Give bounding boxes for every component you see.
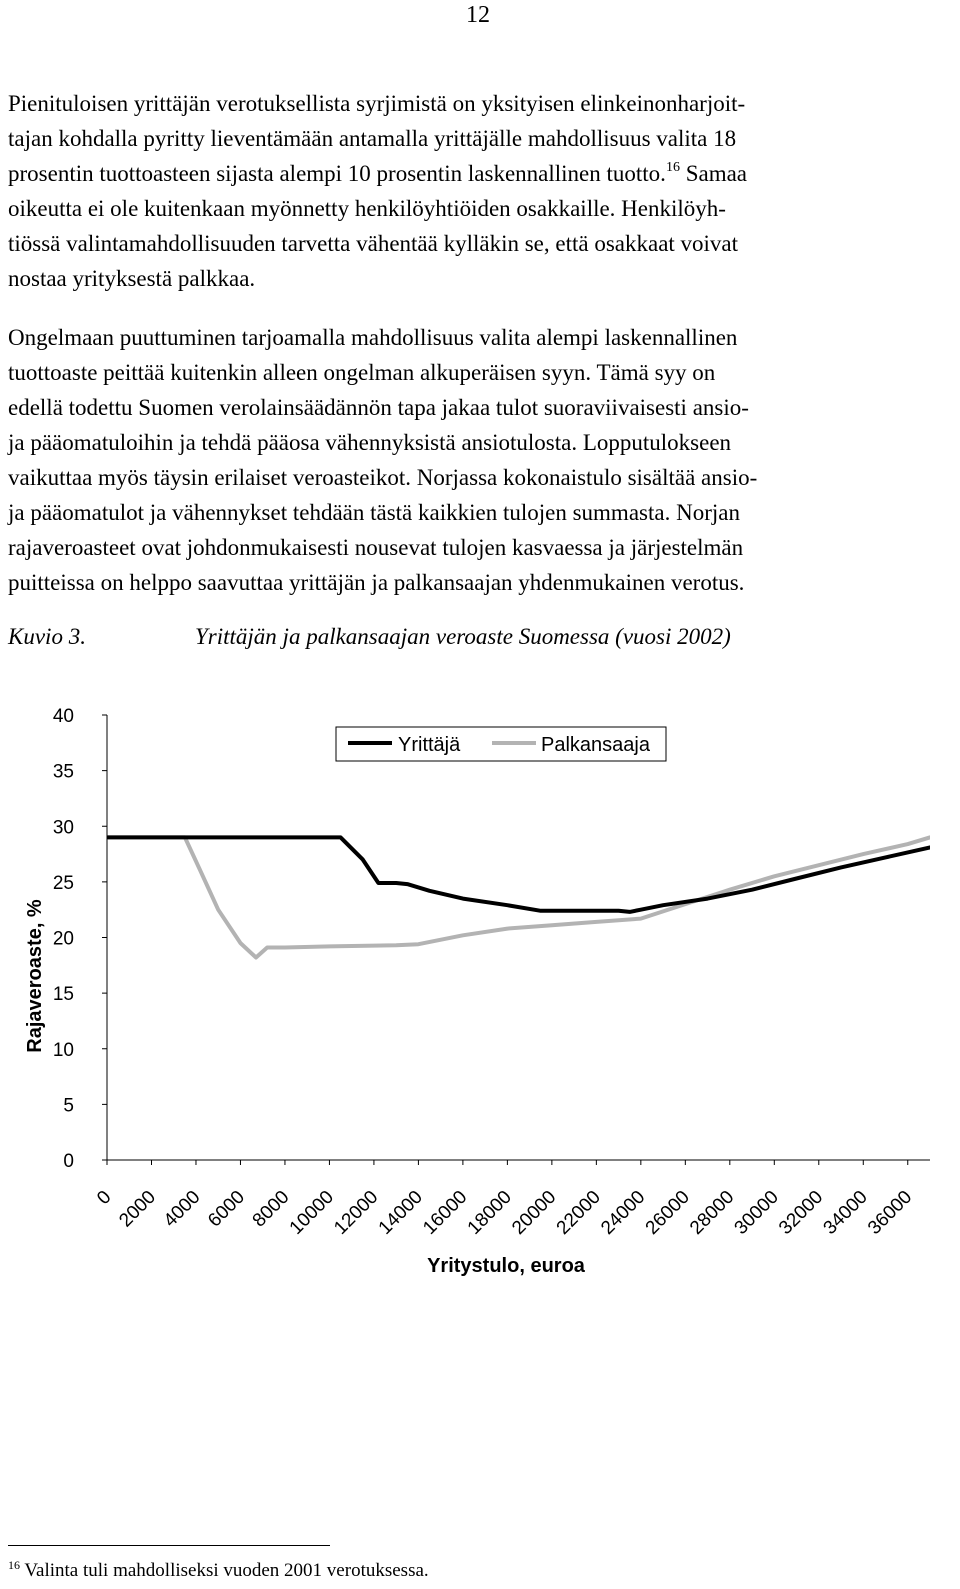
footnote [8,1560,429,1583]
para2-line-6: ja pääomatulot ja vähennykset tehdään tästä kaikkien tulojen summasta. Norjan [8,500,740,525]
para2-line-2: tuottoaste peittää kuitenkin alleen ongelman alkuperäisen syyn. Tämä syy on [8,360,716,385]
paragraph-2 [8,320,952,600]
plot-area [107,774,960,958]
x-tick-label: 24000 [597,1186,650,1239]
para1-line-4: oikeutta ei ole kuitenkaan myönnetty henkilöyhtiöiden osakkaille. Henkilöyh- [8,196,726,221]
y-tick-label: 20 [52,928,74,950]
x-tick-label: 4000 [159,1186,205,1232]
legend-label-yrittaja: Yrittäjä [398,734,461,756]
para2-line-7: rajaveroasteet ovat johdonmukaisesti nousevat tulojen kasvaessa ja järjestelmän [8,535,744,560]
footnote-text: Valinta tuli mahdolliseksi vuoden 2001 verotuksessa. [24,1560,429,1581]
y-tick-label: 5 [63,1095,74,1117]
para2-line-3: edellä todettu Suomen verolainsäädännön tapa jakaa tulot suoraviivaisesti ansio- [8,395,749,420]
series-line-palkansaaja [107,774,960,958]
caption-label: Kuvio 3. [8,624,86,649]
y-tick-label: 10 [52,1039,74,1061]
y-tick-label: 35 [52,761,74,783]
paragraph-1 [8,86,952,296]
para2-line-5: vaikuttaa myös täysin erilaiset veroasteikot. Norjassa kokonaistulo sisältää ansio- [8,465,758,490]
para2-line-4: ja pääomatuloihin ja tehdä pääosa vähennyksistä ansiotulosta. Lopputulokseen [8,430,732,455]
para1-line-6: nostaa yrityksestä palkkaa. [8,266,256,291]
x-tick-label: 18000 [463,1186,516,1239]
x-tick-label: 20000 [508,1186,561,1239]
x-tick-label: 16000 [419,1186,472,1239]
page-number: 12 [466,2,490,28]
para2-line-8: puitteissa on helppo saavuttaa yrittäjän ja palkansaajan yhdenmukainen verotus. [8,570,745,595]
x-tick-label: 6000 [204,1186,249,1232]
para1-line-3: prosentin tuottoasteen sijasta alempi 10 prosentin laskennallinen tuotto. [8,161,666,186]
para1-line-5: tiössä valintamahdollisuuden tarvetta vähentää kylläkin se, että osakkaat voivat [8,231,739,256]
x-tick-label: 22000 [552,1186,605,1239]
legend-label-palkansaaja: Palkansaaja [541,734,650,756]
tax-rate-chart [0,690,960,1290]
footnote-reference: 16 [665,160,680,176]
x-tick-label: 10000 [285,1186,338,1239]
x-tick-label: 2000 [115,1186,161,1232]
x-tick-label: 36000 [864,1186,917,1239]
x-tick-label: 26000 [641,1186,694,1239]
para1-line-1: Pienituloisen yrittäjän verotuksellista syrjimistä on yksityisen elinkeinonharjoit- [8,91,746,116]
footnote-separator [8,1545,330,1546]
x-axis-ticks [93,1160,916,1239]
x-tick-label: 28000 [686,1186,739,1239]
caption-title: Yrittäjän ja palkansaajan veroaste Suomessa (vuosi 2002) [195,624,731,649]
x-tick-label: 30000 [730,1186,783,1239]
x-tick-label: 34000 [819,1186,872,1239]
footnote-number: 16 [8,1558,20,1572]
x-tick-label: 14000 [374,1186,427,1239]
y-tick-label: 40 [52,706,74,727]
y-tick-label: 0 [63,1151,74,1172]
series-line-yrittaja [107,826,960,912]
para2-line-1: Ongelmaan puuttuminen tarjoamalla mahdollisuus valita alempi laskennallinen [8,325,738,350]
y-tick-label: 30 [52,817,74,839]
y-tick-label: 15 [52,984,74,1006]
chart-legend [336,727,666,761]
x-tick-label: 12000 [330,1186,383,1239]
para1-line-2: tajan kohdalla pyritty lieventämään antamalla yrittäjälle mahdollisuus valita 18 [8,126,737,151]
y-tick-label: 25 [52,872,74,894]
y-axis-ticks [53,706,107,1172]
x-tick-label: 8000 [248,1186,294,1232]
para1-line-3-end: Samaa [679,161,747,186]
x-tick-label: 32000 [775,1186,828,1239]
x-axis-label: Yritystulo, euroa [427,1255,585,1277]
y-axis-label: Rajaveroaste, % [24,899,46,1053]
x-tick-label: 0 [93,1186,116,1210]
